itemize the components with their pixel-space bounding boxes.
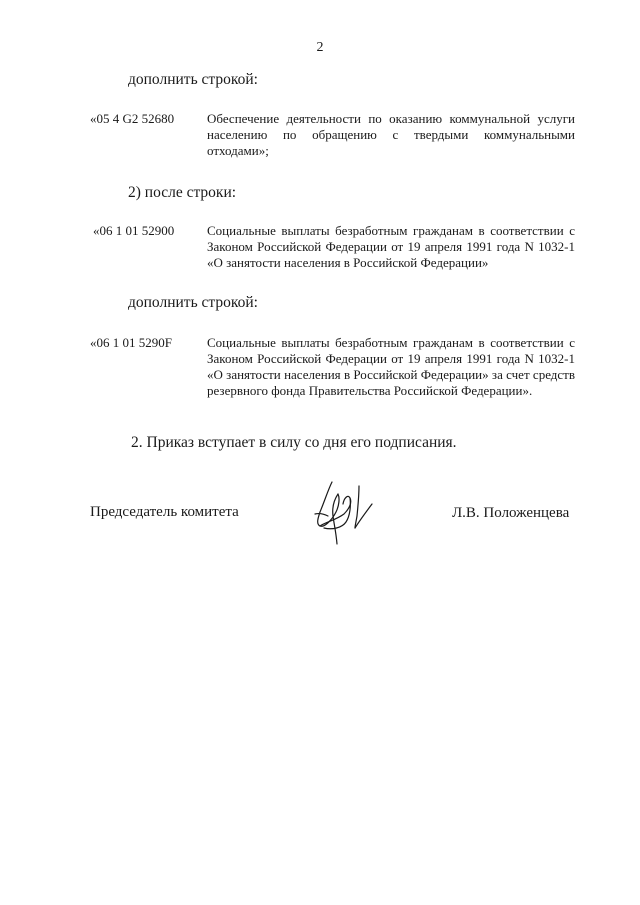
section-heading-add-line-1: дополнить строкой: [128, 71, 258, 88]
entry-text-2: Социальные выплаты безработным гражданам в соответствии с Законом Российской Федерации от 19 апреля 1991 года N 1032-1 «О занятости населения в Российской Федерации» [207, 223, 575, 270]
entry-code-3: «06 1 01 5290F [90, 335, 172, 350]
order-effective-clause: 2. Приказ вступает в силу со дня его подписания. [131, 434, 457, 451]
entry-code-2: «06 1 01 52900 [93, 223, 175, 238]
handwritten-signature [306, 476, 386, 548]
page-number: 2 [316, 40, 324, 55]
entry-code-1: «05 4 G2 52680 [90, 111, 175, 126]
section-heading-add-line-2: дополнить строкой: [128, 294, 258, 311]
signer-position: Председатель комитета [90, 504, 239, 520]
section-heading-after-line: 2) после строки: [128, 184, 237, 201]
entry-text-1: Обеспечение деятельности по оказанию коммунальной услуги населению по обращению с твердыми коммунальными отходами»; [207, 111, 575, 158]
signer-name: Л.В. Положенцева [452, 505, 570, 521]
entry-text-3: Социальные выплаты безработным гражданам в соответствии с Законом Российской Федерации от 19 апреля 1991 года N 1032-1 «О занятости населения в Российской Федерации» за счет средств резервного фонда Правительства Российской Федерации». [207, 335, 575, 398]
